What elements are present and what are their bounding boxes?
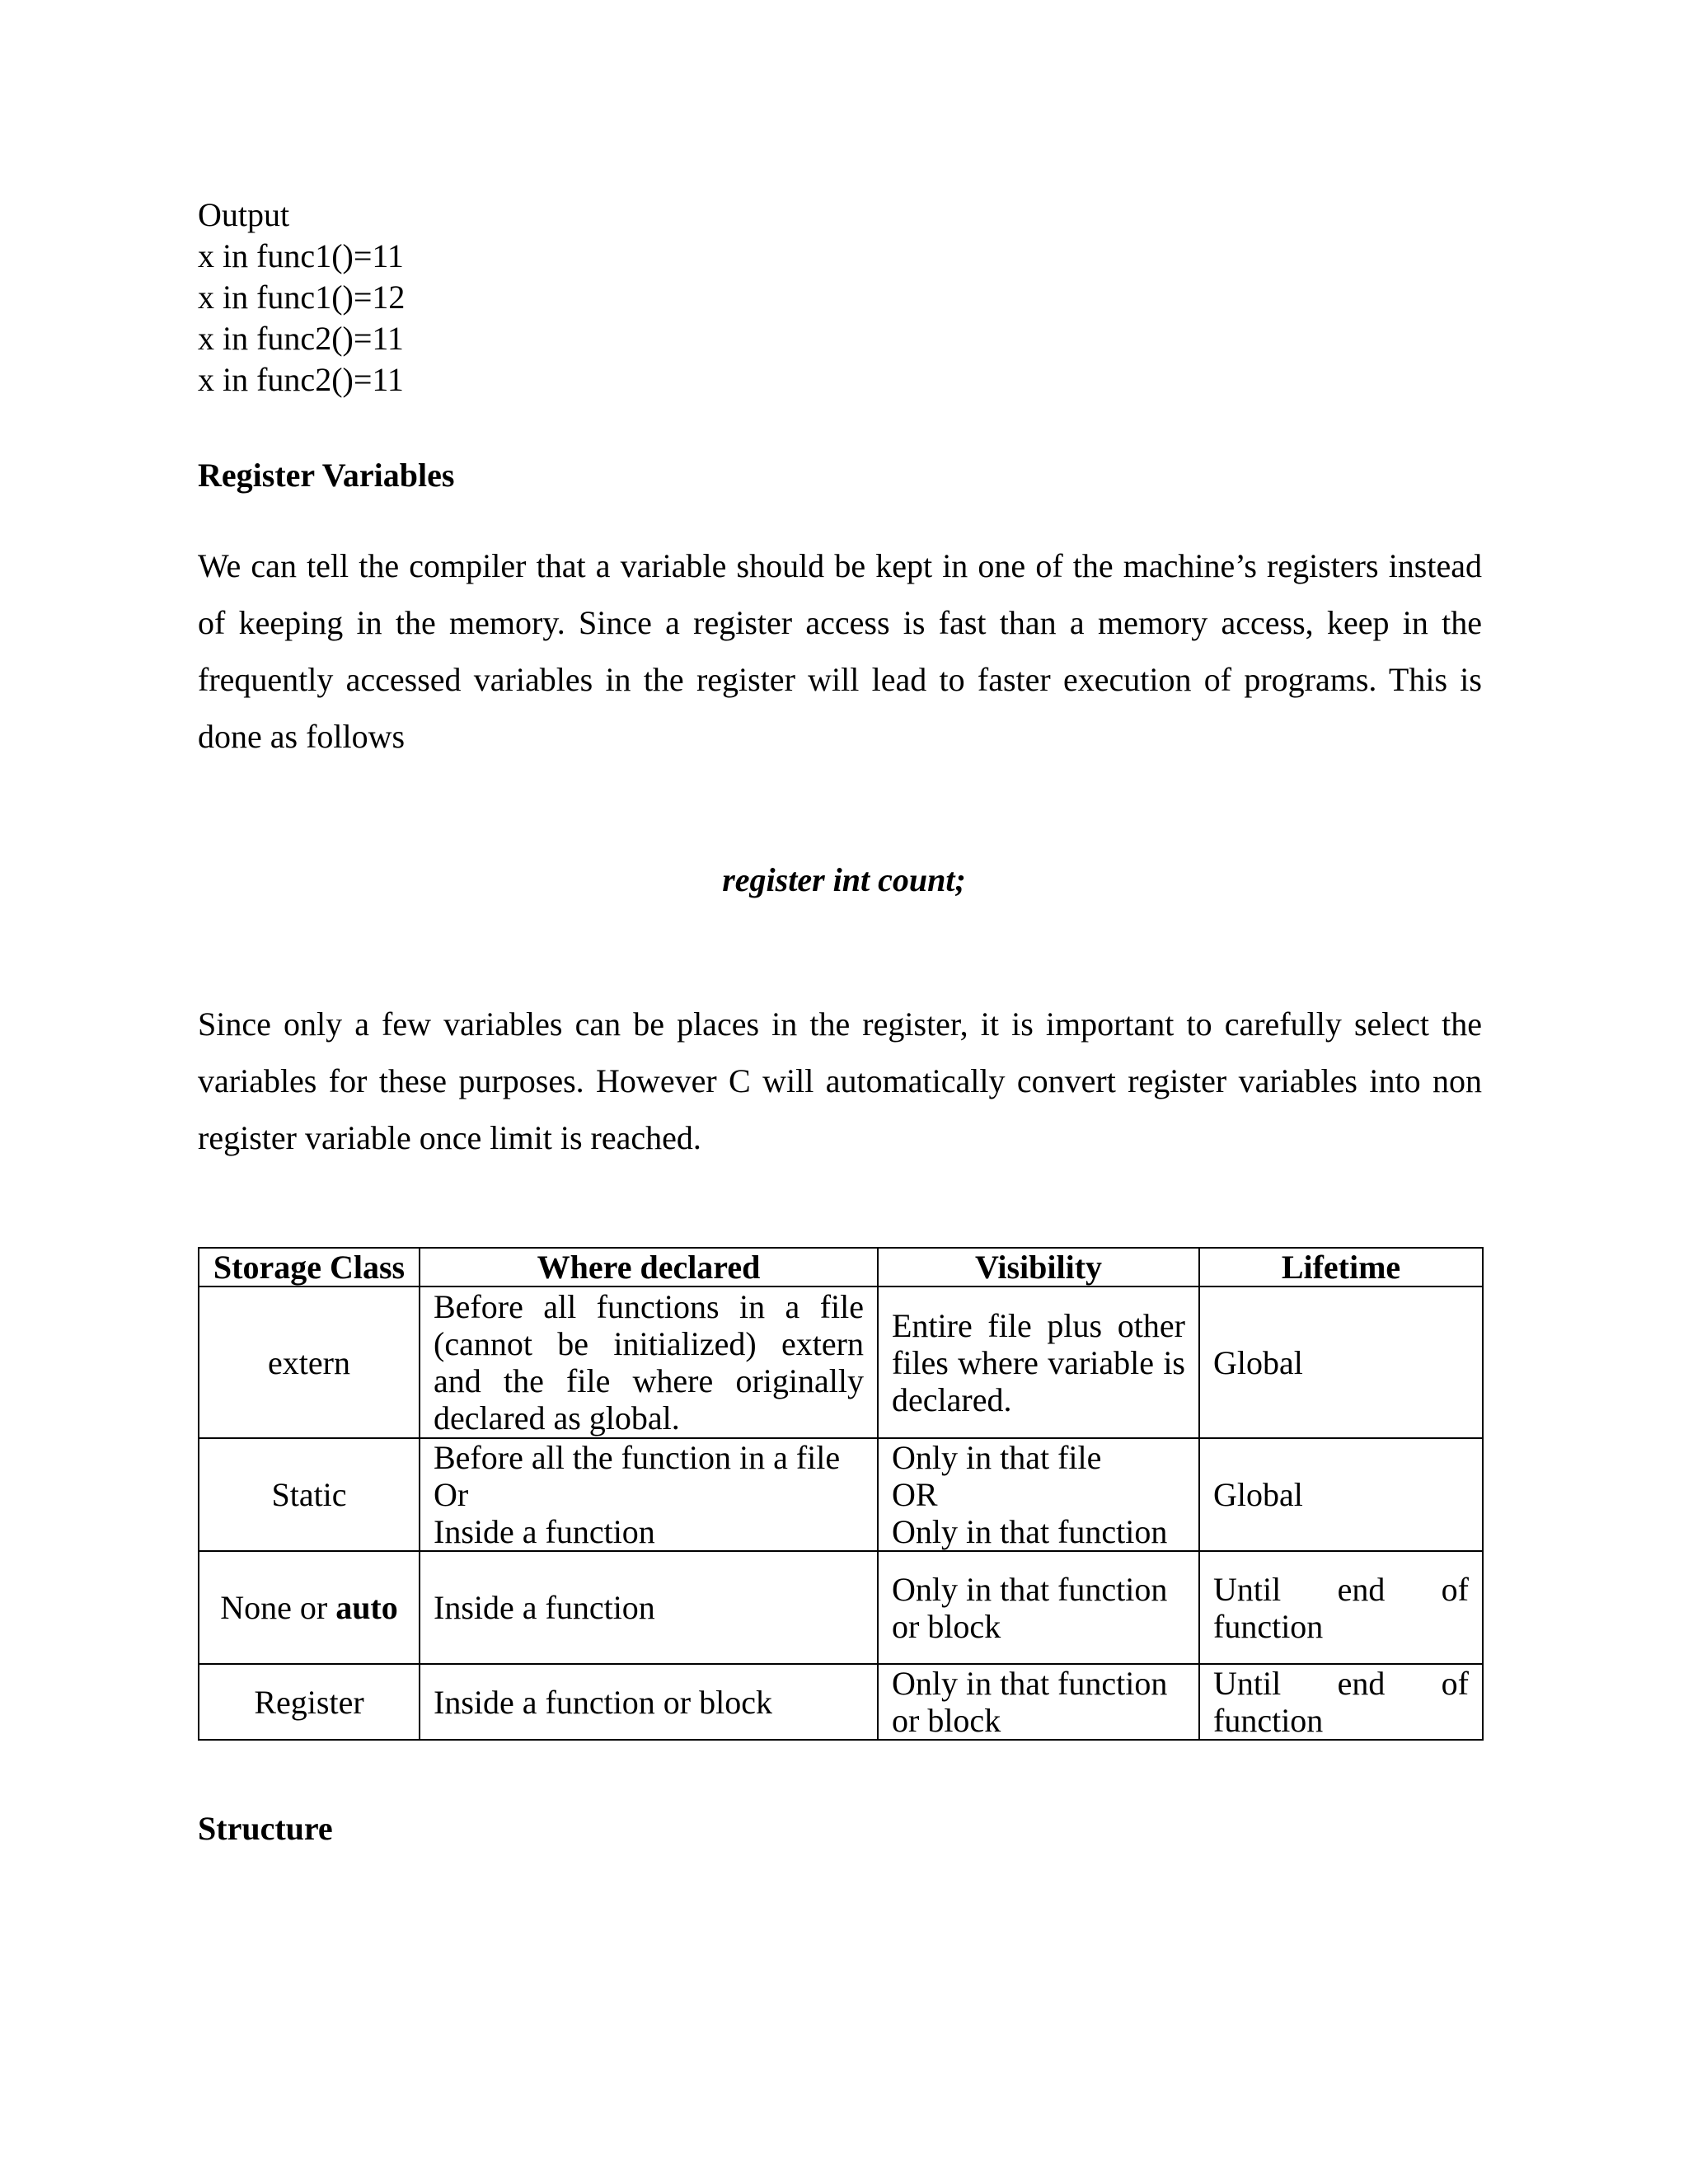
structure-heading: Structure [198, 1810, 333, 1847]
lifetime-word: Until [1213, 1570, 1282, 1608]
table-row [199, 1551, 1483, 1664]
code-example: register int count; [722, 861, 966, 898]
table-row [199, 1438, 1483, 1551]
lifetime-cell [1199, 1551, 1483, 1664]
output-line: x in func1()=11 [198, 237, 404, 274]
column-header: Where declared [420, 1248, 878, 1286]
storage-class-keyword: auto [335, 1589, 398, 1626]
storage-class-cell: Static [199, 1438, 420, 1551]
output-line: x in func1()=12 [198, 279, 406, 316]
output-line: x in func2()=11 [198, 361, 404, 398]
lifetime-word: end [1337, 1570, 1386, 1608]
storage-class-cell [199, 1551, 420, 1664]
register-variables-heading: Register Variables [198, 457, 455, 494]
column-header: Storage Class [199, 1248, 420, 1286]
where-declared-cell: Inside a function [420, 1551, 878, 1664]
visibility-cell: Only in that file OR Only in that function [878, 1438, 1199, 1551]
column-header: Lifetime [1199, 1248, 1483, 1286]
register-paragraph-1: We can tell the compiler that a variable should be kept in one of the machine’s registers instead of keeping in the memory. Since a register access is fast than a memory access, keep in the frequently accessed variables in the register will lead to faster execution of programs. This is done as follows [198, 547, 1482, 755]
where-declared-cell: Inside a function or block [420, 1664, 878, 1740]
output-line: x in func2()=11 [198, 320, 404, 357]
where-declared-cell: Before all functions in a file (cannot be initialized) extern and the file where originally declared as global. [420, 1286, 878, 1438]
table-row [199, 1286, 1483, 1438]
lifetime-word: Until [1213, 1665, 1282, 1702]
output-block [198, 194, 405, 401]
visibility-cell: Only in that function or block [878, 1664, 1199, 1740]
lifetime-cell: Global [1199, 1286, 1483, 1438]
table-header-row [199, 1248, 1483, 1286]
lifetime-line: function [1213, 1702, 1324, 1739]
lifetime-word: of [1441, 1570, 1469, 1608]
output-label: Output [198, 196, 290, 233]
storage-class-cell: extern [199, 1286, 420, 1438]
lifetime-word: end [1337, 1665, 1386, 1702]
column-header: Visibility [878, 1248, 1199, 1286]
storage-class-cell: Register [199, 1664, 420, 1740]
register-paragraph-2: Since only a few variables can be places in the register, it is important to carefully select the variables for these purposes. However C will automatically convert register variables into non register variable once limit is reached. [198, 1005, 1482, 1156]
where-declared-cell: Before all the function in a file Or Inside a function [420, 1438, 878, 1551]
storage-class-prefix: None or [220, 1589, 336, 1626]
visibility-cell: Only in that function or block [878, 1551, 1199, 1664]
table-row [199, 1664, 1483, 1740]
lifetime-line [1213, 1665, 1469, 1702]
lifetime-line: function [1213, 1607, 1324, 1645]
lifetime-cell [1199, 1664, 1483, 1740]
lifetime-line [1213, 1571, 1469, 1608]
visibility-cell: Entire file plus other files where variable is declared. [878, 1286, 1199, 1438]
lifetime-cell: Global [1199, 1438, 1483, 1551]
lifetime-word: of [1441, 1665, 1469, 1702]
storage-class-table [198, 1247, 1484, 1741]
